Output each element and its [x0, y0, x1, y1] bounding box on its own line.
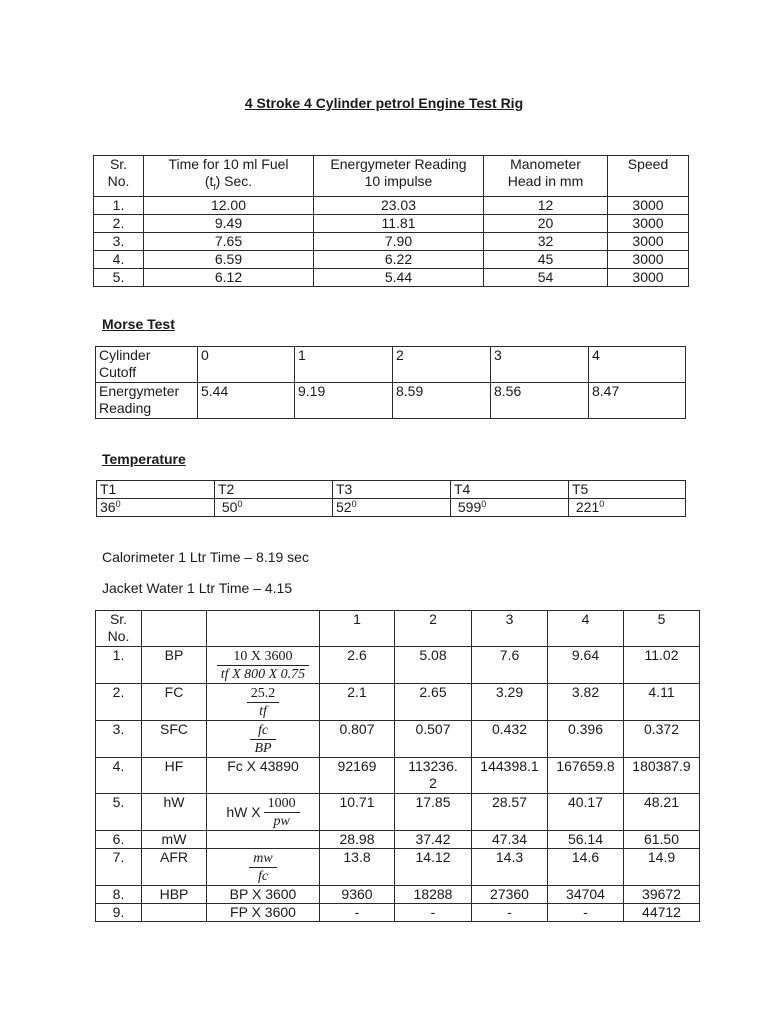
calc-sr: 8.: [96, 886, 142, 904]
formula-fraction: [264, 795, 300, 830]
temp-value: [333, 499, 451, 517]
calc-value: 17.85: [395, 794, 472, 831]
calc-formula: [207, 721, 320, 758]
calc-value: 0.432: [472, 721, 548, 758]
readings-cell: 4.: [94, 250, 144, 268]
readings-table: [93, 155, 689, 287]
morse-cutoff-cell: 1: [295, 347, 393, 383]
calc-value: 39672: [624, 886, 700, 904]
temperature-table: [96, 480, 686, 517]
calc-formula: FP X 3600: [207, 904, 320, 922]
calc-row: [96, 886, 700, 904]
readings-cell: 6.12: [144, 268, 314, 286]
calc-value: 37.42: [395, 831, 472, 849]
readings-cell: 23.03: [314, 196, 484, 214]
fraction-denominator: pw: [273, 814, 290, 829]
temp-value-text: 36: [100, 499, 116, 515]
calc-formula: [207, 794, 320, 831]
readings-row: [94, 250, 689, 268]
calc-header-col: 2: [395, 611, 472, 647]
readings-cell: 3000: [608, 268, 689, 286]
fraction-numerator: 1000: [264, 795, 300, 813]
morse-cutoff-row: [96, 347, 686, 383]
calc-value: -: [395, 904, 472, 922]
morse-cutoff-cell: 2: [393, 347, 491, 383]
calc-value: 9.64: [548, 647, 624, 684]
calc-value: 56.14: [548, 831, 624, 849]
calc-quantity: [142, 904, 207, 922]
temp-value-text: 599: [457, 499, 482, 515]
calc-sr: 2.: [96, 684, 142, 721]
readings-cell: 6.59: [144, 250, 314, 268]
morse-energy-row: [96, 383, 686, 419]
calc-value: 92169: [320, 758, 395, 794]
calc-value: 5.08: [395, 647, 472, 684]
temp-value: [97, 499, 215, 517]
readings-cell: 5.: [94, 268, 144, 286]
readings-cell: 3000: [608, 196, 689, 214]
temp-label: T2: [215, 481, 333, 499]
calc-value: 27360: [472, 886, 548, 904]
calc-value: 180387.9: [624, 758, 700, 794]
readings-cell: 1.: [94, 196, 144, 214]
header-speed: Speed: [608, 156, 689, 197]
header-manometer: Manometer Head in mm: [484, 156, 608, 197]
formula-fraction: [250, 722, 275, 757]
readings-row: [94, 196, 689, 214]
calc-value: 28.98: [320, 831, 395, 849]
calorimeter-note: Calorimeter 1 Ltr Time – 8.19 sec: [102, 549, 309, 565]
temp-value: [215, 499, 333, 517]
fraction-denominator: tf X 800 X 0.75: [220, 667, 306, 682]
calc-value: 0.807: [320, 721, 395, 758]
fraction-numerator: 10 X 3600: [217, 648, 309, 666]
temp-value: [569, 499, 686, 517]
calc-row: [96, 684, 700, 721]
readings-cell: 20: [484, 214, 608, 232]
readings-row: [94, 268, 689, 286]
calc-row: [96, 831, 700, 849]
calculation-table: [95, 610, 700, 922]
calc-value: 144398.1: [472, 758, 548, 794]
temp-label: T1: [97, 481, 215, 499]
temperature-heading: Temperature: [102, 451, 186, 467]
temp-value: [451, 499, 569, 517]
readings-cell: 7.65: [144, 232, 314, 250]
calc-value: 34704: [548, 886, 624, 904]
readings-row: [94, 214, 689, 232]
calc-row: [96, 849, 700, 886]
calc-sr: 9.: [96, 904, 142, 922]
calc-header-empty: [142, 611, 207, 647]
calc-formula: [207, 647, 320, 684]
calc-row: [96, 721, 700, 758]
calc-formula: [207, 849, 320, 886]
temp-value-text: 52: [336, 499, 352, 515]
calc-quantity: SFC: [142, 721, 207, 758]
calc-value: 7.6: [472, 647, 548, 684]
temperature-value-row: [97, 499, 686, 517]
formula-fraction: [247, 685, 280, 720]
calc-value: 40.17: [548, 794, 624, 831]
calc-header-empty: [207, 611, 320, 647]
calc-sr: 3.: [96, 721, 142, 758]
header-sr-no: Sr. No.: [94, 156, 144, 197]
readings-cell: 7.90: [314, 232, 484, 250]
morse-energy-cell: 8.47: [589, 383, 686, 419]
morse-energy-cell: 8.59: [393, 383, 491, 419]
calc-formula: [207, 831, 320, 849]
calc-header-col: 1: [320, 611, 395, 647]
calc-value: 18288: [395, 886, 472, 904]
morse-cutoff-cell: 3: [491, 347, 589, 383]
morse-table: [95, 346, 686, 419]
formula-fraction: [217, 648, 309, 683]
calc-value: 0.396: [548, 721, 624, 758]
calc-quantity: mW: [142, 831, 207, 849]
morse-cutoff-label: Cylinder Cutoff: [96, 347, 198, 383]
morse-energy-cell: 9.19: [295, 383, 393, 419]
calc-row: [96, 904, 700, 922]
readings-cell: 3000: [608, 232, 689, 250]
calc-sr: 4.: [96, 758, 142, 794]
calc-value: 44712: [624, 904, 700, 922]
calc-sr: 6.: [96, 831, 142, 849]
calc-value: 14.9: [624, 849, 700, 886]
calc-value: 28.57: [472, 794, 548, 831]
degree-mark: 0: [237, 499, 243, 509]
morse-heading: Morse Test: [102, 316, 175, 332]
calc-header-col: 3: [472, 611, 548, 647]
calc-value: 2.65: [395, 684, 472, 721]
calc-value: 2.6: [320, 647, 395, 684]
calc-quantity: HF: [142, 758, 207, 794]
fraction-denominator: tf: [259, 704, 267, 719]
calc-sr: 1.: [96, 647, 142, 684]
morse-cutoff-cell: 0: [198, 347, 295, 383]
calc-value: 0.507: [395, 721, 472, 758]
header-fuel-time-sub: f: [213, 182, 216, 192]
calc-quantity: AFR: [142, 849, 207, 886]
calc-quantity: FC: [142, 684, 207, 721]
readings-cell: 3.: [94, 232, 144, 250]
calc-value: 61.50: [624, 831, 700, 849]
calc-row: [96, 794, 700, 831]
calc-value: 3.82: [548, 684, 624, 721]
calc-value: 167659.8: [548, 758, 624, 794]
readings-cell: 11.81: [314, 214, 484, 232]
readings-cell: 12.00: [144, 196, 314, 214]
calc-quantity: HBP: [142, 886, 207, 904]
header-fuel-time: [144, 156, 314, 197]
fraction-numerator: mw: [249, 850, 276, 868]
calc-formula: [207, 684, 320, 721]
morse-energy-cell: 8.56: [491, 383, 589, 419]
calc-value: -: [320, 904, 395, 922]
degree-mark: 0: [115, 499, 121, 509]
degree-mark: 0: [481, 499, 487, 509]
header-fuel-time-open: (t: [204, 173, 214, 189]
temp-label: T4: [451, 481, 569, 499]
calc-value: 48.21: [624, 794, 700, 831]
morse-cutoff-cell: 4: [589, 347, 686, 383]
formula-prefix: hW X: [226, 804, 261, 820]
readings-cell: 45: [484, 250, 608, 268]
morse-energy-label: Energymeter Reading: [96, 383, 198, 419]
calc-header-col: 4: [548, 611, 624, 647]
readings-cell: 6.22: [314, 250, 484, 268]
readings-cell: 12: [484, 196, 608, 214]
calc-quantity: hW: [142, 794, 207, 831]
calc-row: [96, 758, 700, 794]
fraction-denominator: fc: [257, 869, 269, 884]
page-title: 4 Stroke 4 Cylinder petrol Engine Test Rig: [244, 95, 524, 111]
calc-value: 9360: [320, 886, 395, 904]
calc-quantity: BP: [142, 647, 207, 684]
degree-mark: 0: [599, 499, 605, 509]
readings-cell: 5.44: [314, 268, 484, 286]
calc-sr: 5.: [96, 794, 142, 831]
calc-value: 113236. 2: [395, 758, 472, 794]
calc-header-sr: Sr. No.: [96, 611, 142, 647]
header-fuel-time-close: ) Sec.: [215, 173, 253, 189]
calc-value: 11.02: [624, 647, 700, 684]
temp-value-text: 50: [221, 499, 238, 515]
calc-row: [96, 647, 700, 684]
fraction-numerator: fc: [250, 722, 275, 740]
readings-cell: 2.: [94, 214, 144, 232]
calc-formula: BP X 3600: [207, 886, 320, 904]
formula-fraction: [249, 850, 276, 885]
calc-value: 14.3: [472, 849, 548, 886]
calc-header-row: [96, 611, 700, 647]
readings-cell: 54: [484, 268, 608, 286]
readings-cell: 32: [484, 232, 608, 250]
morse-energy-cell: 5.44: [198, 383, 295, 419]
calc-value: 10.71: [320, 794, 395, 831]
calc-value: 14.12: [395, 849, 472, 886]
temperature-label-row: [97, 481, 686, 499]
calc-sr: 7.: [96, 849, 142, 886]
calc-value: 3.29: [472, 684, 548, 721]
readings-cell: 3000: [608, 250, 689, 268]
calc-value: -: [472, 904, 548, 922]
temp-label: T3: [333, 481, 451, 499]
readings-header-row: [94, 156, 689, 197]
header-energymeter: Energymeter Reading 10 impulse: [314, 156, 484, 197]
readings-cell: 9.49: [144, 214, 314, 232]
calc-formula: Fc X 43890: [207, 758, 320, 794]
degree-mark: 0: [351, 499, 357, 509]
readings-row: [94, 232, 689, 250]
temp-label: T5: [569, 481, 686, 499]
fraction-denominator: BP: [254, 741, 272, 756]
calc-header-col: 5: [624, 611, 700, 647]
jacket-water-note: Jacket Water 1 Ltr Time – 4.15: [102, 580, 293, 596]
calc-value: -: [548, 904, 624, 922]
calc-value: 0.372: [624, 721, 700, 758]
calc-value: 47.34: [472, 831, 548, 849]
header-fuel-time-line1: Time for 10 ml Fuel: [168, 156, 289, 172]
calc-value: 4.11: [624, 684, 700, 721]
temp-value-text: 221: [575, 499, 600, 515]
readings-cell: 3000: [608, 214, 689, 232]
calc-value: 14.6: [548, 849, 624, 886]
calc-value: 13.8: [320, 849, 395, 886]
calc-value: 2.1: [320, 684, 395, 721]
fraction-numerator: 25.2: [247, 685, 280, 703]
